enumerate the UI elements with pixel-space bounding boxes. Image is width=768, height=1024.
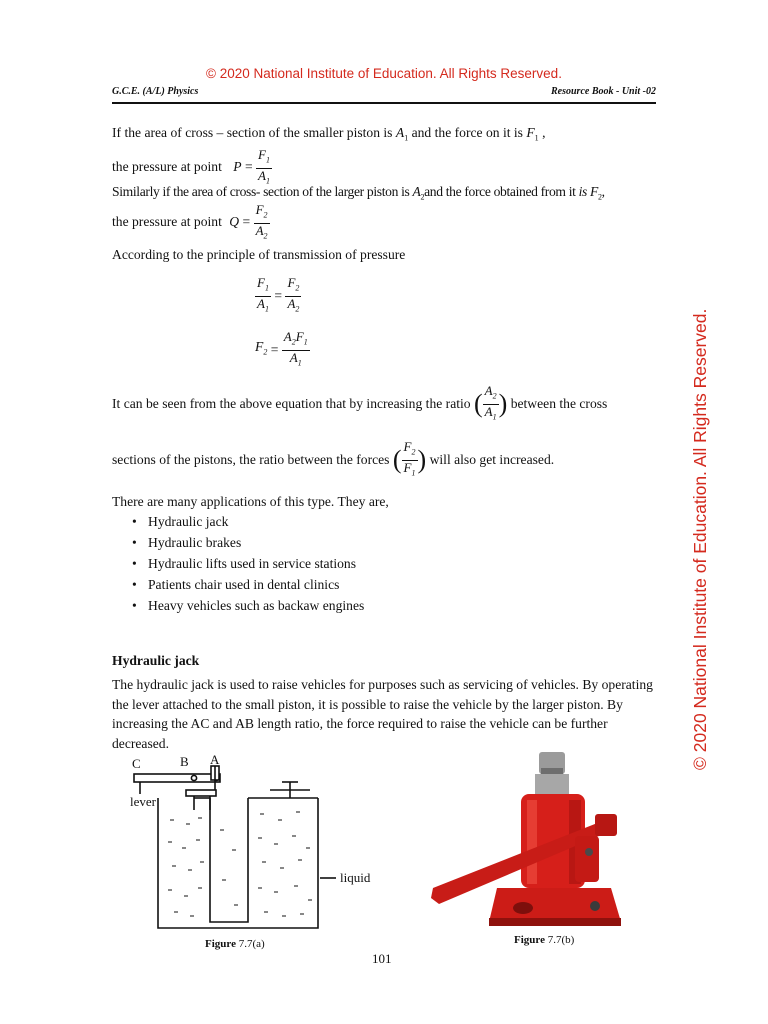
text-line-2: the pressure at point P = $\frac{F_1}{A_1}$ bbox=[112, 148, 272, 188]
hydraulic-jack-diagram bbox=[110, 750, 390, 960]
text-line-6: It can be seen from the above equation that by increasing the ratio ( $\frac{A_2}{A_1}$ ) between the cross bbox=[112, 383, 608, 422]
figure-b-caption-bold: Figure bbox=[514, 934, 545, 946]
equation-f2: $F_2$ = $\frac{A_2F_1}{A_1}$ bbox=[255, 329, 308, 368]
text-line-1-a: If the area of cross – section of the smaller piston is bbox=[112, 125, 396, 140]
equation-ratio: $\frac{F_1}{A_1}$ = $\frac{F_2}{A_2}$ bbox=[257, 275, 300, 314]
running-header bbox=[112, 86, 656, 104]
label-lever: lever bbox=[130, 794, 156, 809]
text-line-8: There are many applications of this type. They are, bbox=[112, 494, 389, 509]
section-heading: Hydraulic jack bbox=[112, 653, 200, 668]
partition bbox=[210, 798, 248, 922]
header-unit: Resource Book - Unit -02 bbox=[551, 86, 656, 97]
list-item: • Heavy vehicles such as backaw engines bbox=[130, 598, 364, 614]
text-line-7: sections of the pistons, the ratio between the forces ( $\frac{F_2}{F_1}$ ) will also get increased. bbox=[112, 439, 555, 478]
text-line-1-b: and the force on it is bbox=[408, 125, 527, 140]
lever-bar bbox=[134, 774, 220, 782]
text-line-4: the pressure at point Q = $\frac{F_2}{A_2}$ bbox=[112, 203, 270, 243]
figure-b-caption-rest: 7.7(b) bbox=[544, 934, 575, 946]
top-copyright: © 2020 National Institute of Education. All Rights Reserved. bbox=[206, 66, 562, 81]
label-c: C bbox=[132, 756, 141, 771]
formula-p: $\frac{F_1}{A_1}$ bbox=[258, 147, 270, 186]
text-line-1: If the area of cross – section of the smaller piston is $A_1$ and the force on it is $F_1$ , bbox=[112, 125, 546, 143]
text-line-3-c: is bbox=[578, 184, 591, 199]
figure-a-caption-rest: 7.7(a) bbox=[235, 938, 265, 950]
text-line-2-a: the pressure at point bbox=[112, 159, 226, 175]
text-line-7-b: will also get increased. bbox=[429, 452, 555, 468]
list-item: • Hydraulic lifts used in service stations bbox=[130, 556, 364, 572]
figure-b-caption bbox=[514, 934, 574, 946]
text-line-6-b: between the cross bbox=[510, 396, 608, 412]
applications-list bbox=[130, 514, 364, 619]
container-outline bbox=[158, 798, 318, 928]
text-line-3-a: Similarly if the area of cross- section of the larger piston is bbox=[112, 184, 413, 199]
bottle-jack-image bbox=[425, 748, 625, 930]
section-paragraph: The hydraulic jack is used to raise vehicles for purposes such as servicing of vehicles. By operating the lever attached to the small piston, it is possible to raise the vehicle by the larger piston. By increasing the AC and AB length ratio, the force required to raise the vehicle can be further decreased. bbox=[112, 677, 653, 751]
label-liquid: liquid bbox=[340, 870, 371, 885]
liquid-dashes bbox=[168, 812, 312, 916]
jack-base bbox=[489, 888, 621, 922]
figure-a-caption-bold: Figure bbox=[205, 938, 236, 950]
label-a: A bbox=[210, 752, 220, 767]
figure-a-caption bbox=[205, 938, 265, 950]
list-item: • Patients chair used in dental clinics bbox=[130, 577, 364, 593]
header-course: G.C.E. (A/L) Physics bbox=[112, 86, 199, 97]
text-line-3-b: and the force obtained from it bbox=[424, 184, 579, 199]
text-line-6-a: It can be seen from the above equation that by increasing the ratio bbox=[112, 396, 471, 412]
text-line-4-a: the pressure at point bbox=[112, 214, 226, 230]
list-item: • Hydraulic jack bbox=[130, 514, 364, 530]
text-line-5: According to the principle of transmission of pressure bbox=[112, 247, 406, 262]
page-number: 101 bbox=[372, 951, 392, 966]
label-b: B bbox=[180, 754, 189, 769]
formula-q: $\frac{F_2}{A_2}$ bbox=[255, 202, 268, 241]
text-line-7-a: sections of the pistons, the ratio between the forces bbox=[112, 452, 390, 468]
side-copyright: © 2020 National Institute of Education. All Rights Reserved. bbox=[690, 308, 710, 770]
text-line-3: Similarly if the area of cross- section of the larger piston is $A_2and$ the force obtained from it is $F_2$, bbox=[112, 184, 605, 202]
list-item: • Hydraulic brakes bbox=[130, 535, 364, 551]
